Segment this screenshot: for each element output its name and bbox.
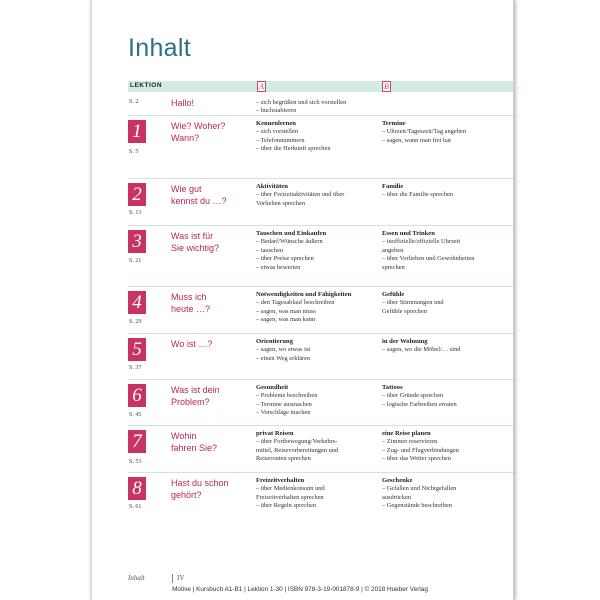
section-heading: Freizeitverhalten <box>256 477 305 484</box>
list-item: – etwas bewerten <box>256 263 301 271</box>
lesson-title <box>171 230 251 254</box>
header-col-a: A <box>257 81 266 92</box>
section-heading: Geschenke <box>382 477 413 484</box>
lesson-number: 6 <box>128 384 146 407</box>
row-divider <box>128 425 513 426</box>
row-divider <box>128 333 513 334</box>
lesson-title-line: Wo ist …? <box>171 339 213 349</box>
list-item: – sich begrüßen und sich vorstellen <box>256 99 347 106</box>
list-item: – Vorschläge machen <box>256 409 311 417</box>
row-divider <box>128 115 513 116</box>
section-heading: privat Reisen <box>256 430 294 437</box>
header-lektion: LEKTION <box>130 82 163 89</box>
list-item: – über Preise sprechen <box>256 255 314 263</box>
lesson-page-ref: S. 13 <box>129 210 142 216</box>
list-item: – logische Farbreihen erraten <box>382 400 457 408</box>
lesson-col-b <box>382 477 500 511</box>
list-item: – inoffizielle/offizielle Uhrzeit <box>382 238 461 246</box>
row-divider <box>128 379 513 380</box>
lesson-title <box>171 430 251 454</box>
lesson-page-ref: S. 37 <box>129 365 142 371</box>
lesson-page-ref: S. 5 <box>129 149 139 155</box>
intro-title: Hallo! <box>171 98 195 108</box>
list-item: – Zimmer reservieren <box>382 438 438 446</box>
lesson-col-b <box>382 430 500 464</box>
list-item: – sagen, was man kann <box>256 316 316 324</box>
lesson-title-line: kennst du …? <box>171 196 227 206</box>
list-item: – über Gründe sprechen <box>382 392 444 400</box>
lesson-col-b <box>382 120 500 145</box>
lesson-title-line: Was ist dein <box>171 385 220 395</box>
list-item: angeben <box>382 246 404 254</box>
section-heading: Aktivitäten <box>256 183 288 190</box>
list-item: – über Medienkonsum und <box>256 485 325 493</box>
list-item: – sagen, wo etwas ist <box>256 346 311 354</box>
list-item: – sagen, wann man frei hat <box>382 136 451 144</box>
lesson-page-ref: S. 45 <box>129 412 142 418</box>
page-title: Inhalt <box>128 34 191 62</box>
lesson-title-line: heute …? <box>171 304 211 314</box>
lesson-col-a <box>256 183 374 208</box>
list-item: – sich vorstellen <box>256 128 298 136</box>
list-item: – Zug- und Flugverbindungen <box>382 446 459 454</box>
list-item: – Probleme beschreiben <box>256 392 318 400</box>
lesson-page-ref: S. 53 <box>129 459 142 465</box>
lesson-col-b <box>382 338 500 355</box>
footer-page-number: IV <box>177 574 185 582</box>
lesson-col-b <box>382 291 500 316</box>
section-heading: Familie <box>382 183 404 190</box>
lesson-title <box>171 338 251 350</box>
lesson-title-line: gehört? <box>171 490 202 500</box>
book-credit: Motive | Kursbuch A1-B1 | Lektion 1-30 | ISBN 978-3-19-001878-9 | © 2018 Hueber Verlag <box>172 586 428 593</box>
row-divider <box>128 225 513 226</box>
lesson-col-b <box>382 384 500 409</box>
list-item: – tauschen <box>256 246 284 254</box>
table-header <box>128 81 513 92</box>
lesson-number: 7 <box>128 430 146 453</box>
footer-divider <box>172 574 173 583</box>
list-item: Reiserouten sprechen <box>256 455 311 463</box>
list-item: sprechen <box>382 263 405 271</box>
list-item: – über Regeln sprechen <box>256 502 317 510</box>
lesson-title-line: Hast du schon <box>171 478 229 488</box>
lesson-col-a <box>256 120 374 154</box>
lesson-col-a <box>256 384 374 418</box>
lesson-col-a <box>256 430 374 464</box>
lesson-title-line: Wann? <box>171 133 200 143</box>
list-item: Freizeitverhalten sprechen <box>256 493 324 501</box>
section-heading: Gefühle <box>382 291 405 298</box>
list-item: ausdrücken <box>382 493 412 501</box>
list-item: mittel, Reisevorbereitungen und <box>256 446 339 454</box>
lesson-number: 4 <box>128 291 146 314</box>
list-item: – Uhrzeit/Tageszeit/Tag angeben <box>382 128 466 136</box>
lesson-title-line: Wie gut <box>171 184 202 194</box>
section-heading: Termine <box>382 120 406 127</box>
section-heading: Essen und Trinken <box>382 230 435 237</box>
lesson-col-b <box>382 183 500 200</box>
intro-col-a <box>256 99 374 116</box>
lesson-title-line: Wohin <box>171 431 197 441</box>
row-divider <box>128 178 513 179</box>
list-item: – über Fortbewegung/Verkehrs- <box>256 438 338 446</box>
lesson-title-line: Was ist für <box>171 231 214 241</box>
lesson-title <box>171 291 251 315</box>
list-item: – über die Herkunft sprechen <box>256 145 331 153</box>
row-divider <box>128 472 513 473</box>
lesson-number: 5 <box>128 338 146 361</box>
section-heading: in der Wohnung <box>382 338 428 345</box>
list-item: – sagen, was man muss <box>256 307 316 315</box>
section-heading: Gesundheit <box>256 384 289 391</box>
lesson-page-ref: S. 29 <box>129 319 142 325</box>
list-item: – Termine ausmachen <box>256 400 312 408</box>
list-item: – buchstabieren <box>256 107 297 115</box>
list-item: – über das Wetter sprechen <box>382 455 451 463</box>
list-item: – über Freizeitaktivitäten und über <box>256 191 345 199</box>
lesson-col-a <box>256 338 374 363</box>
lesson-title <box>171 120 251 144</box>
lesson-title-line: Wie? Woher? <box>171 121 226 131</box>
lesson-title <box>171 477 251 501</box>
lesson-col-a <box>256 477 374 511</box>
lesson-title-line: fahren Sie? <box>171 443 218 453</box>
row-divider <box>128 286 513 287</box>
header-col-b: B <box>382 81 391 92</box>
footer-section: Inhalt <box>128 574 145 582</box>
list-item: – über Stimmungen und <box>382 299 444 307</box>
list-item: Gefühle sprechen <box>382 307 427 315</box>
list-item: – sagen, wo die Möbel/… sind <box>382 346 461 354</box>
lesson-title-line: Muss ich <box>171 292 207 302</box>
lesson-col-a <box>256 230 374 272</box>
list-item: – Gefallen und Nichtgefallen <box>382 485 457 493</box>
section-heading: Notwendigkeiten und Fähigkeiten <box>256 291 352 298</box>
list-item: Vorlieben sprechen <box>256 199 306 207</box>
lesson-number: 8 <box>128 477 146 500</box>
list-item: – über Vorlieben und Gewohnheiten <box>382 255 475 263</box>
section-heading: Orientierung <box>256 338 293 345</box>
lesson-title <box>171 384 251 408</box>
book-page <box>91 0 514 600</box>
lesson-number: 2 <box>128 183 146 206</box>
section-heading: Tauschen und Einkaufen <box>256 230 327 237</box>
lesson-col-b <box>382 230 500 272</box>
lesson-number: 3 <box>128 230 146 253</box>
section-heading: Tattoos <box>382 384 403 391</box>
lesson-title-line: Sie wichtig? <box>171 243 220 253</box>
list-item: – Gegenstände beschreiben <box>382 502 452 510</box>
section-heading: Kennenlernen <box>256 120 296 127</box>
intro-page-ref: S. 2 <box>129 99 139 105</box>
list-item: – den Tagesablauf beschreiben <box>256 299 335 307</box>
lesson-page-ref: S. 21 <box>129 258 142 264</box>
lesson-number: 1 <box>128 120 146 143</box>
section-heading: eine Reise planen <box>382 430 431 437</box>
lesson-title <box>171 183 251 207</box>
list-item: – über die Familie sprechen <box>382 191 453 199</box>
lesson-col-a <box>256 291 374 325</box>
list-item: – Telefonnummern <box>256 136 305 144</box>
list-item: – einen Weg erklären <box>256 354 311 362</box>
list-item: – Bedarf/Wünsche äußern <box>256 238 323 246</box>
lesson-page-ref: S. 61 <box>129 504 142 510</box>
page-footer <box>128 574 513 582</box>
lesson-title-line: Problem? <box>171 397 210 407</box>
